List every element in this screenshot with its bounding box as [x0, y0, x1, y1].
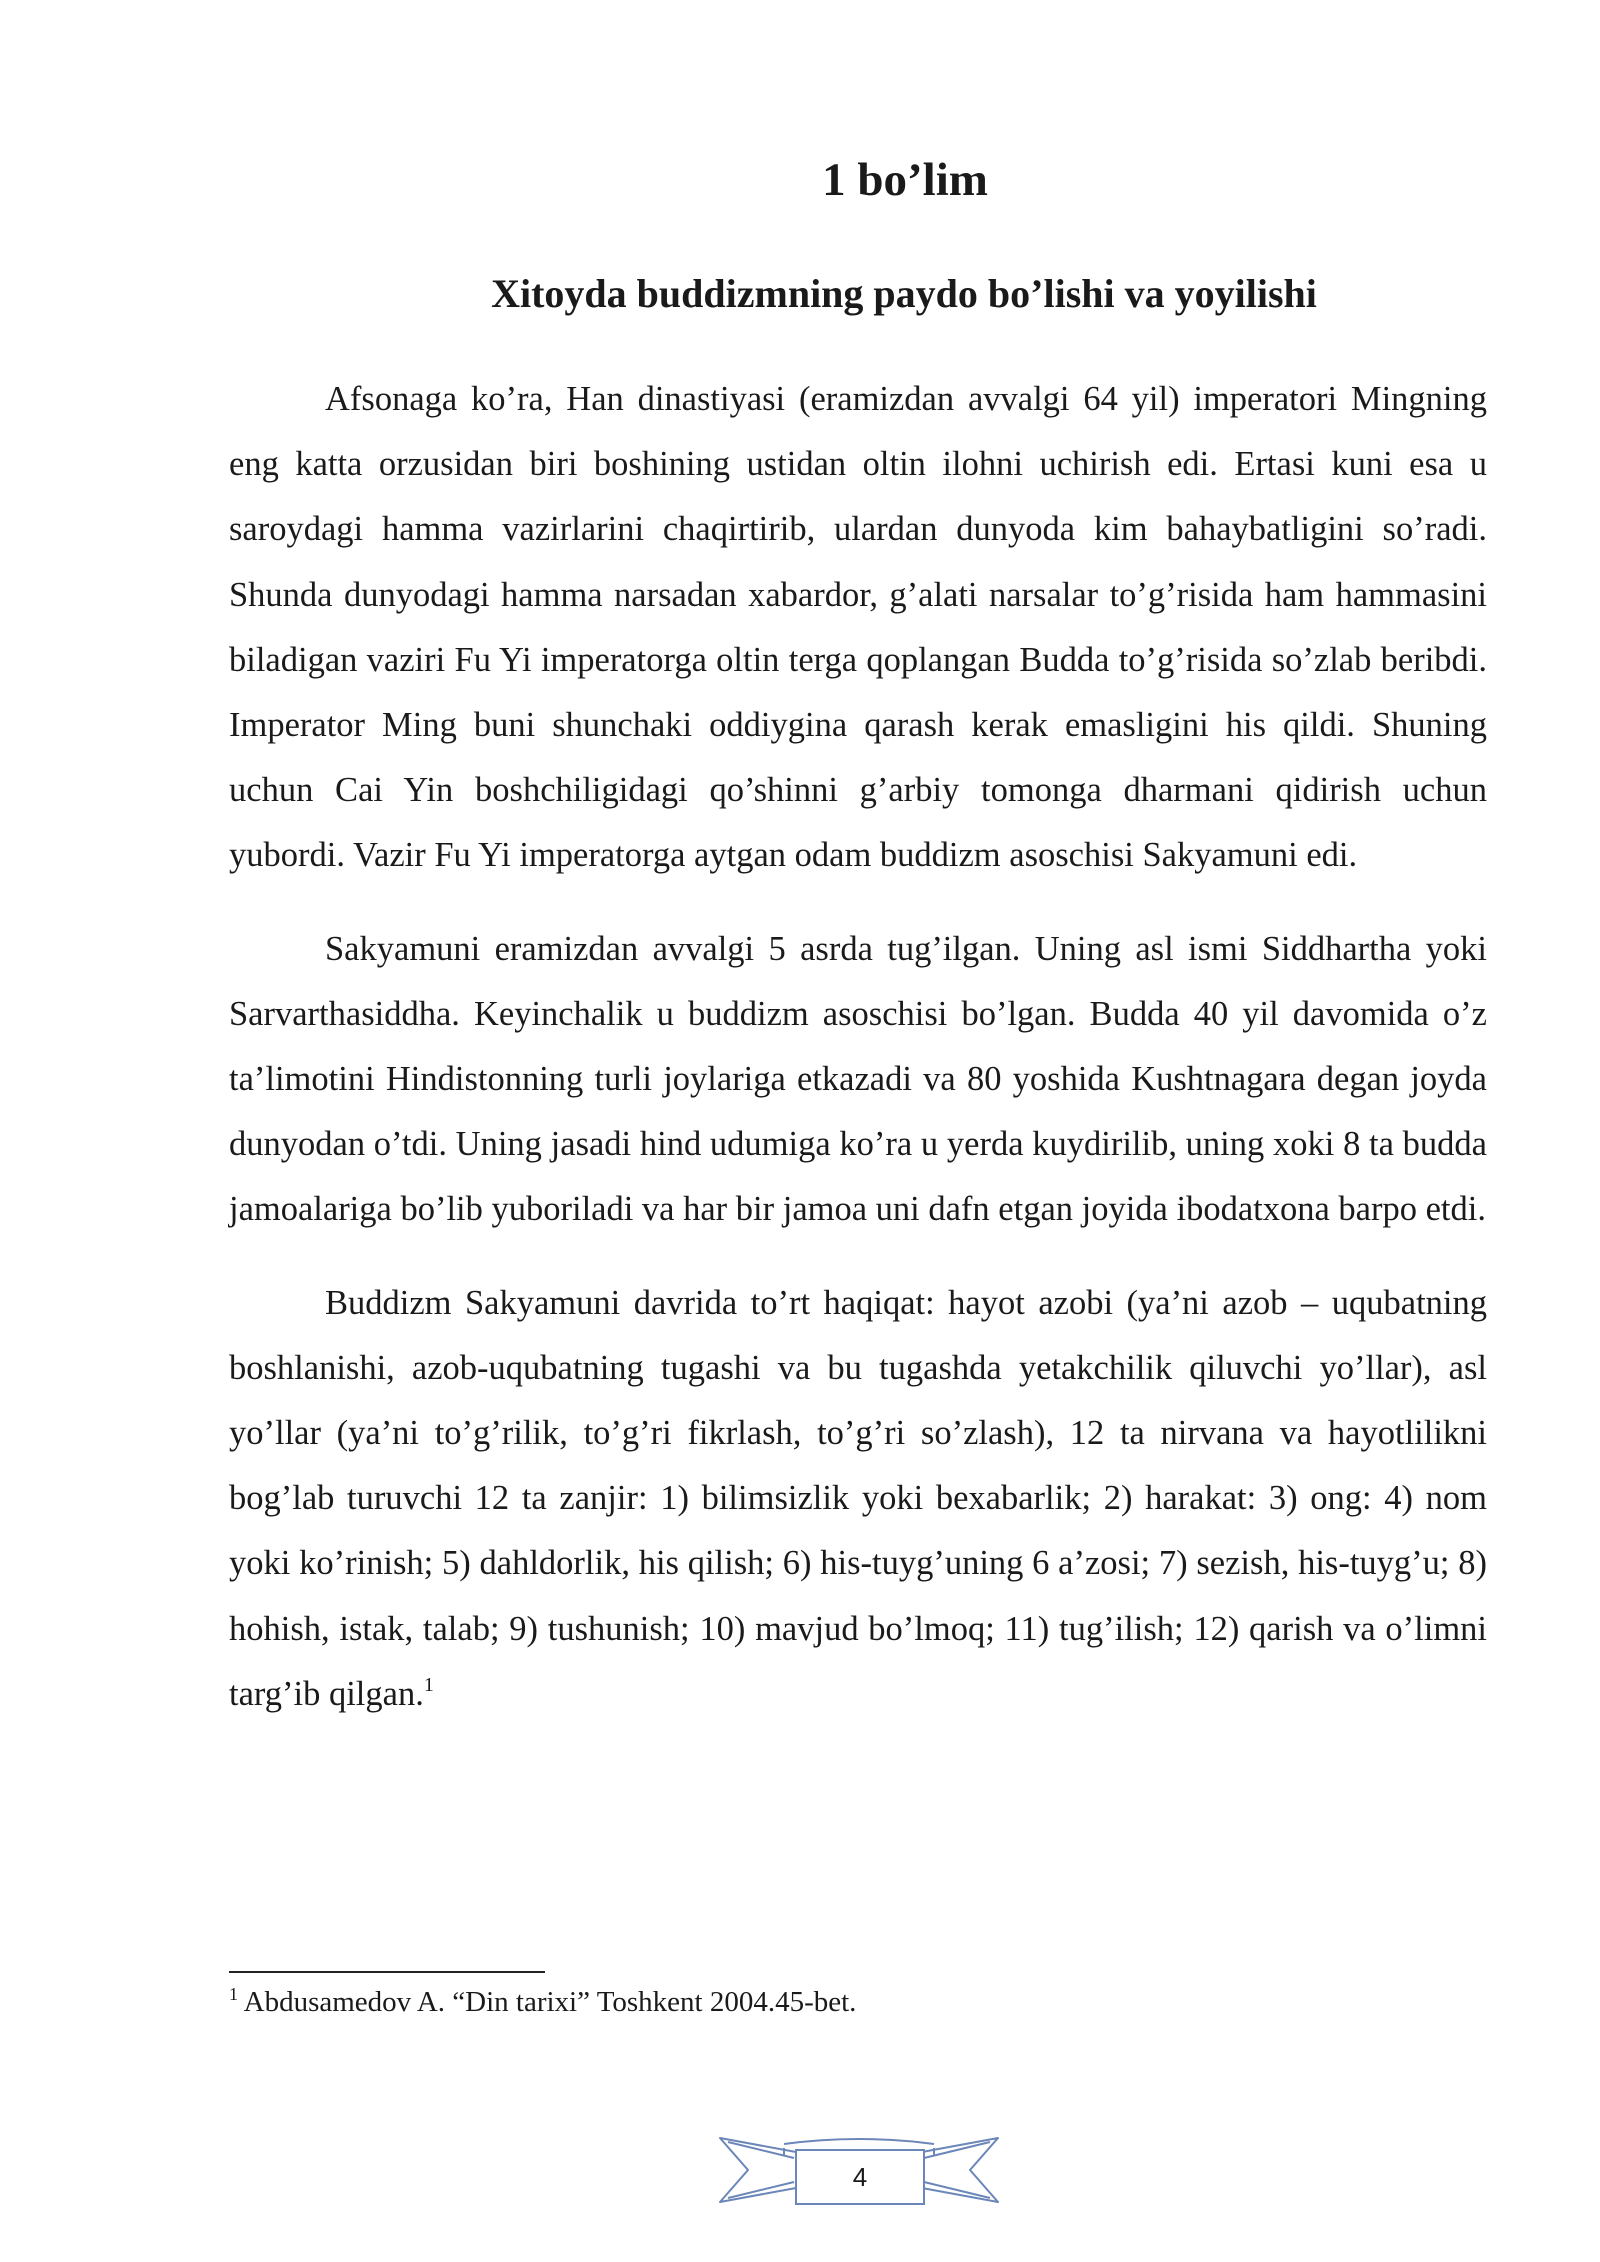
footnote-text: Abdusamedov A. “Din tarixi” Toshkent 2004.45-bet.	[238, 1986, 857, 2018]
footnote-separator	[229, 1971, 545, 1973]
footnote	[229, 1984, 856, 2022]
paragraph-1: Afsonaga ko’ra, Han dinastiyasi (eramizdan avvalgi 64 yil) imperatori Mingning eng katta orzusidan biri boshining ustidan oltin ilohni uchirish edi. Ertasi kuni esa u saroydagi hamma vazirlarini chaqirtirib, ulardan dunyoda kim bahaybatligini so’radi. Shunda dunyodagi hamma narsadan xabardor, g’alati narsalar to’g’risida ham hammasini biladigan vaziri Fu Yi imperatorga oltin terga qoplangan Budda to’g’risida so’zlab beribdi. Imperator Ming buni shunchaki oddiygina qarash kerak emasligini his qildi. Shuning uchun Cai Yin boshchiligidagi qo’shinni g’arbiy tomonga dharmani qidirish uchun yubordi. Vazir Fu Yi imperatorga aytgan odam buddizm asoschisi Sakyamuni edi.	[229, 380, 1487, 875]
section-title: Xitoyda buddizmning paydo bo’lishi va yoyilishi	[491, 271, 1317, 316]
page-number: 4	[795, 2149, 925, 2205]
footnote-mark: 1	[229, 1984, 238, 2004]
paragraph-2: Sakyamuni eramizdan avvalgi 5 asrda tug’ilgan. Uning asl ismi Siddhartha yoki Sarvarthasiddha. Keyinchalik u buddizm asoschisi bo’lgan. Budda 40 yil davomida o’z ta’limotini Hindistonning turli joylariga etkazadi va 80 yoshida Kushtnagara degan joyda dunyodan o’tdi. Uning jasadi hind udumiga ko’ra u yerda kuydirilib, uning xoki 8 ta budda jamoalariga bo’lib yuboriladi va har bir jamoa uni dafn etgan joyida ibodatxona barpo etdi.	[229, 929, 1487, 1229]
chapter-title: 1 bo’lim	[822, 154, 988, 206]
footnote-reference[interactable]: 1	[423, 1673, 434, 1696]
paragraph-3	[229, 1271, 1487, 1727]
body-text	[229, 367, 1487, 1755]
paragraph-3-text: Buddizm Sakyamuni davrida to’rt haqiqat: hayot azobi (ya’ni azob – uqubatning boshlanishi, azob-uqubatning tugashi va bu tugashda yetakchilik qiluvchi yo’llar), asl yo’llar (ya’ni to’g’rilik, to’g’ri fikrlash, to’g’ri so’zlash), 12 ta nirvana va hayotlilikni bog’lab turuvchi 12 ta zanjir: 1) bilimsizlik yoki bexabarlik; 2) harakat: 3) ong: 4) nom yoki ko’rinish; 5) dahldorlik, his qilish; 6) his-tuyg’uning 6 a’zosi; 7) sezish, his-tuyg’u; 8) hohish, istak, talab; 9) tushunish; 10) mavjud bo’lmoq; 11) tug’ilish; 12) qarish va o’limni targ’ib qilgan.	[229, 1283, 1487, 1713]
